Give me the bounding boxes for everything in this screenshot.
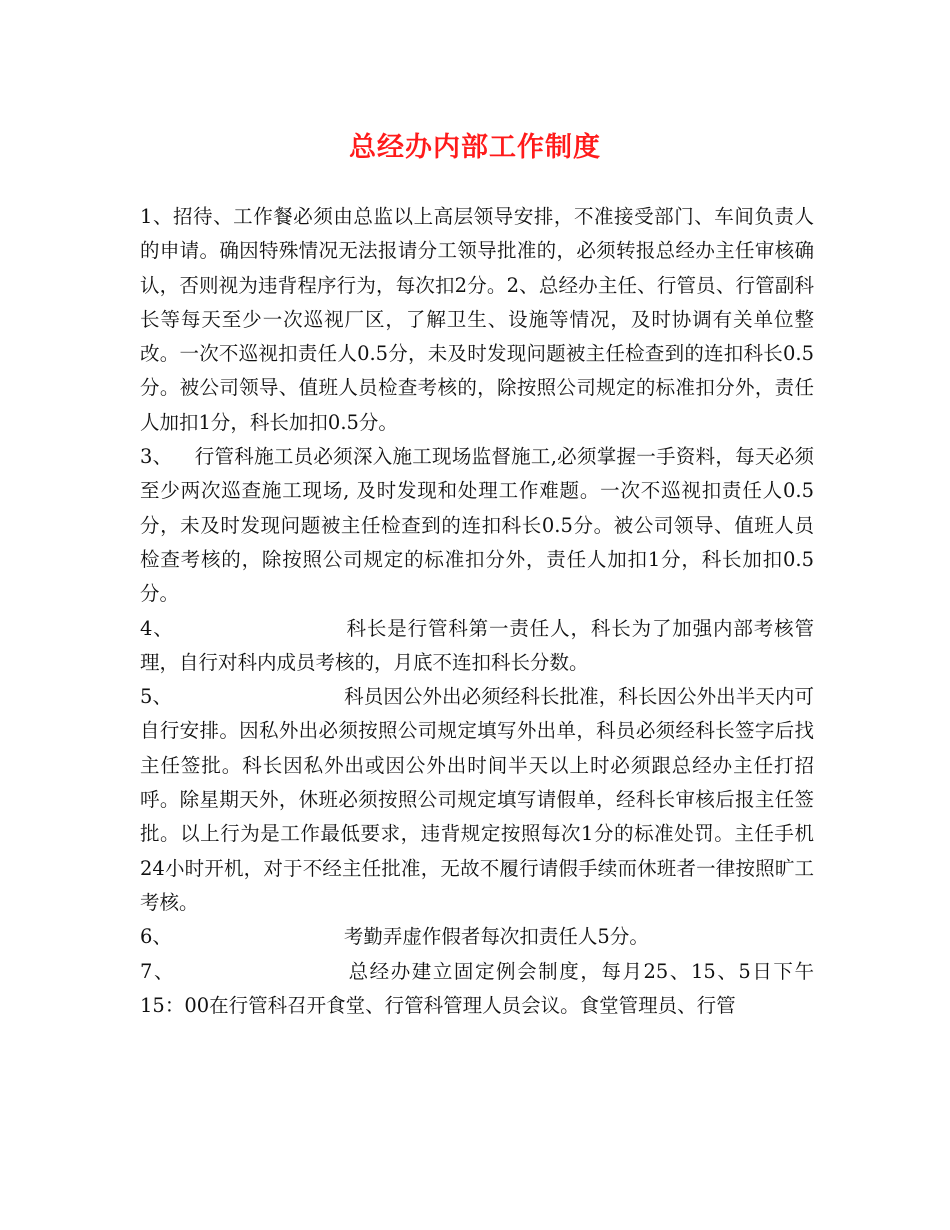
paragraph-text: 行管科施工员必须深入施工现场监督施工,必须掌握一手资料，每天必须至少两次巡查施工现场, 及时发现和处理工作难题。一次不巡视扣责任人0.5分，未及时发现问题被主任检查到的连扣科长0.5分。被公司领导、值班人员检查考核的，除按照公司规定的标准扣分外，责任人加扣1分，科长加扣0.5分。: [140, 445, 814, 606]
paragraph-number: 5、: [140, 685, 173, 709]
paragraph-number: 3、: [140, 445, 173, 469]
paragraph-6: [140, 920, 814, 954]
paragraph-text: 总经办建立固定例会制度，每月25、15、5日下午15：00在行管科召开食堂、行管科管理人员会议。食堂管理员、行管: [140, 959, 814, 1017]
paragraph-7: [140, 955, 814, 1024]
document-body: [140, 200, 814, 1023]
document-title: 总经办内部工作制度: [349, 132, 601, 163]
paragraph-text: 科员因公外出必须经科长批准，科长因公外出半天内可自行安排。因私外出必须按照公司规定填写外出单，科员必须经科长签字后找主任签批。科长因私外出或因公外出时间半天以上时必须跟总经办主任打招呼。除星期天外，休班必须按照公司规定填写请假单，经科长审核后报主任签批。以上行为是工作最低要求，违背规定按照每次1分的标准处罚。主任手机24小时开机，对于不经主任批准，无故不履行请假手续而休班者一律按照旷工考核。: [140, 685, 814, 914]
paragraph-text: 考勤弄虚作假者每次扣责任人5分。: [343, 925, 649, 949]
paragraph-4: [140, 612, 814, 681]
paragraph-text: 1、招待、工作餐必须由总监以上高层领导安排，不准接受部门、车间负责人的申请。确因特殊情况无法报请分工领导批准的，必须转报总经办主任审核确认，否则视为违背程序行为，每次扣2分。2、总经办主任、行管员、行管副科长等每天至少一次巡视厂区，了解卫生、设施等情况，及时协调有关单位整改。一次不巡视扣责任人0.5分，未及时发现问题被主任检查到的连扣科长0.5分。被公司领导、值班人员检查考核的，除按照公司规定的标准扣分外，责任人加扣1分，科长加扣0.5分。: [140, 205, 814, 434]
paragraph-1-2: [140, 200, 814, 440]
paragraph-number: 7、: [140, 959, 176, 983]
paragraph-number: 4、: [140, 616, 174, 640]
paragraph-number: 6、: [140, 925, 172, 949]
paragraph-5: [140, 680, 814, 920]
paragraph-text: 科长是行管科第一责任人，科长为了加强内部考核管理，自行对科内成员考核的，月底不连扣科长分数。: [140, 616, 814, 674]
paragraph-3: [140, 440, 814, 611]
